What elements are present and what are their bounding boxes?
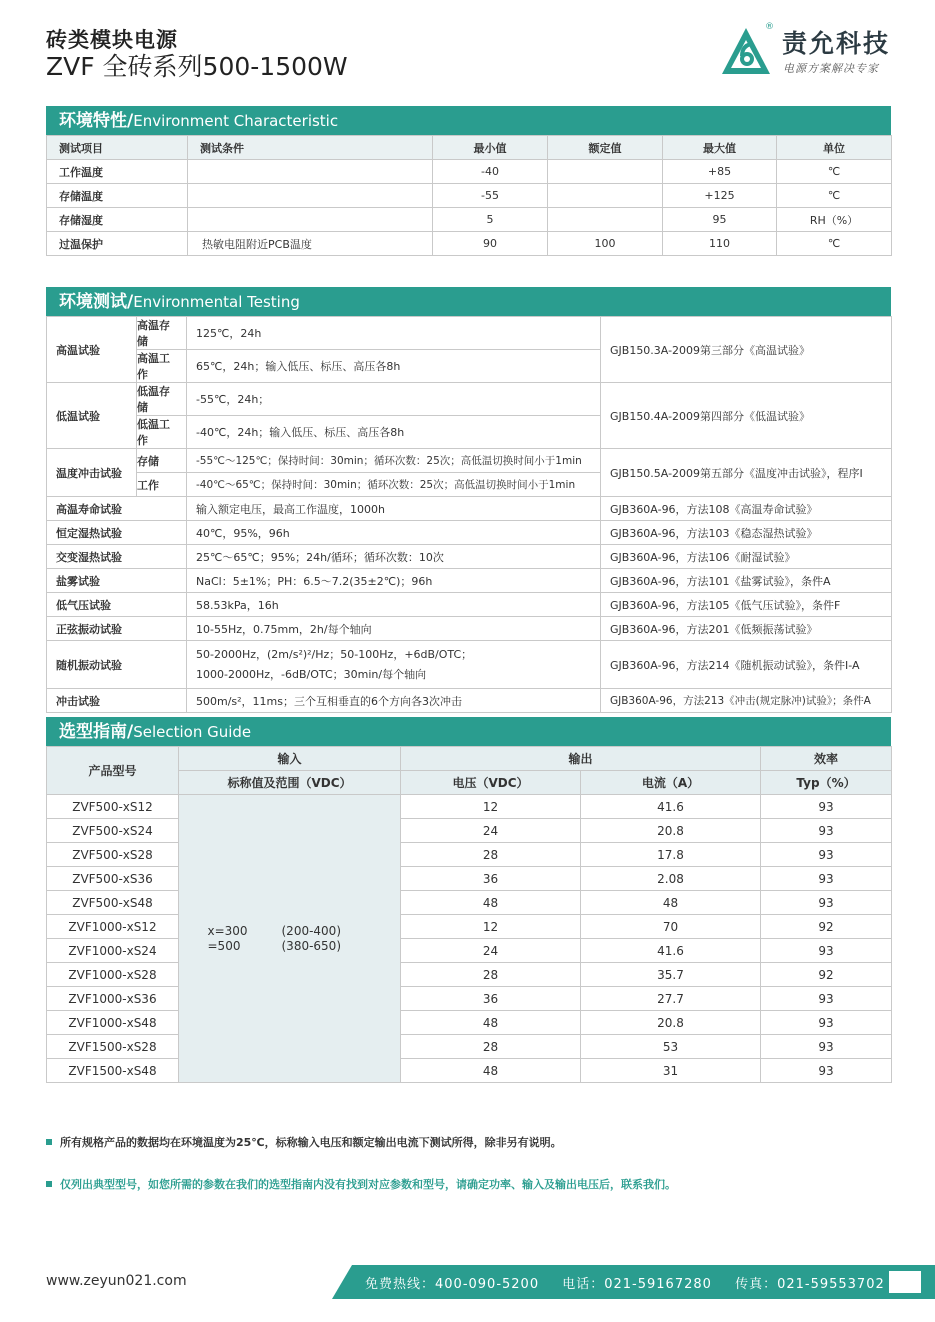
note-text: 仅列出典型型号，如您所需的参数在我们的选型指南内没有找到对应参数和型号，请确定功率、输入及输出电压后，联系我们。 <box>60 1178 676 1191</box>
current-cell: 41.6 <box>581 795 761 819</box>
selection-guide-table <box>46 746 892 1083</box>
test-standard: GJB360A-96，方法101《盐雾试验》，条件A <box>601 569 892 593</box>
table-cell: 90 <box>433 232 548 256</box>
section-title-zh: 环境特性/ <box>59 111 134 131</box>
model-cell: ZVF500-xS12 <box>47 795 179 819</box>
test-standard: GJB360A-96，方法103《稳态湿热试验》 <box>601 521 892 545</box>
efficiency-cell: 93 <box>761 1059 892 1083</box>
col-header: 最大值 <box>663 136 777 160</box>
table-row <box>47 1035 892 1059</box>
test-condition <box>187 641 601 689</box>
current-cell: 35.7 <box>581 963 761 987</box>
col-header-input: 输入 <box>179 747 401 771</box>
test-condition: 25℃～65℃；95%；24h/循环；循环次数：10次 <box>187 545 601 569</box>
test-sub-label: 低温存储 <box>137 383 187 416</box>
test-condition: 40℃，95%，96h <box>187 521 601 545</box>
voltage-cell: 12 <box>401 795 581 819</box>
note-test-conditions <box>46 1134 562 1150</box>
table-row <box>47 569 892 593</box>
table-row <box>47 208 892 232</box>
model-cell: ZVF500-xS28 <box>47 843 179 867</box>
test-condition-line: 1000-2000Hz，-6dB/OTC；30min/每个轴向 <box>196 667 427 681</box>
table-cell: -40 <box>433 160 548 184</box>
table-row <box>47 545 892 569</box>
test-condition: -55℃，24h； <box>187 383 601 416</box>
section-env-header <box>46 106 891 135</box>
test-label: 冲击试验 <box>47 689 187 713</box>
current-cell: 48 <box>581 891 761 915</box>
table-row <box>47 497 892 521</box>
col-header-output: 输出 <box>401 747 761 771</box>
model-cell: ZVF1500-xS48 <box>47 1059 179 1083</box>
bullet-square-icon <box>46 1181 52 1187</box>
voltage-cell: 48 <box>401 1059 581 1083</box>
test-standard: GJB360A-96，方法105《低气压试验》，条件F <box>601 593 892 617</box>
table-cell: 110 <box>663 232 777 256</box>
test-standard: GJB150.3A-2009第三部分《高温试验》 <box>601 317 892 383</box>
section-title-en: Environmental Testing <box>133 293 300 311</box>
test-group-label: 温度冲击试验 <box>47 449 137 497</box>
brand-name: 责允科技 <box>782 29 891 58</box>
efficiency-cell: 92 <box>761 963 892 987</box>
table-row <box>47 963 892 987</box>
table-row <box>47 617 892 641</box>
efficiency-cell: 93 <box>761 891 892 915</box>
table-row <box>47 449 892 473</box>
section-title-zh: 环境测试/ <box>59 292 134 312</box>
section-sel-header <box>46 717 891 746</box>
voltage-cell: 28 <box>401 1035 581 1059</box>
model-cell: ZVF1000-xS36 <box>47 987 179 1011</box>
table-cell: 热敏电阻附近PCB温度 <box>188 232 433 256</box>
table-header-row <box>47 136 892 160</box>
test-standard: GJB360A-96，方法106《耐湿试验》 <box>601 545 892 569</box>
test-condition: 58.53kPa，16h <box>187 593 601 617</box>
voltage-cell: 48 <box>401 1011 581 1035</box>
current-cell: 53 <box>581 1035 761 1059</box>
model-cell: ZVF1000-xS28 <box>47 963 179 987</box>
section-test-header <box>46 287 891 316</box>
test-group-label: 高温试验 <box>47 317 137 383</box>
table-row <box>47 915 892 939</box>
table-row <box>47 939 892 963</box>
table-cell: ℃ <box>777 232 892 256</box>
col-header: 测试条件 <box>188 136 433 160</box>
table-cell <box>188 208 433 232</box>
table-row <box>47 987 892 1011</box>
table-cell <box>188 160 433 184</box>
test-condition: 65℃，24h；输入低压、标压、高压各8h <box>187 350 601 383</box>
test-sub-label: 存储 <box>137 449 187 473</box>
table-cell: +85 <box>663 160 777 184</box>
table-cell <box>188 184 433 208</box>
col-header-current: 电流（A） <box>581 771 761 795</box>
efficiency-cell: 93 <box>761 1035 892 1059</box>
table-cell: 工作温度 <box>47 160 188 184</box>
test-label: 恒定湿热试验 <box>47 521 187 545</box>
note-contact <box>46 1176 676 1192</box>
efficiency-cell: 93 <box>761 795 892 819</box>
voltage-cell: 12 <box>401 915 581 939</box>
table-row <box>47 867 892 891</box>
col-header-model: 产品型号 <box>47 747 179 795</box>
page-title: 砖类模块电源 <box>46 28 178 52</box>
model-cell: ZVF1000-xS48 <box>47 1011 179 1035</box>
table-cell: 100 <box>548 232 663 256</box>
current-cell: 31 <box>581 1059 761 1083</box>
model-cell: ZVF1000-xS12 <box>47 915 179 939</box>
test-label: 随机振动试验 <box>47 641 187 689</box>
table-row <box>47 317 892 350</box>
test-condition: 10-55Hz，0.75mm，2h/每个轴向 <box>187 617 601 641</box>
test-label: 高温寿命试验 <box>47 497 187 521</box>
input-range: (380-650) <box>281 938 342 953</box>
table-row <box>47 795 892 819</box>
efficiency-cell: 93 <box>761 987 892 1011</box>
voltage-cell: 36 <box>401 867 581 891</box>
section-title-en: Environment Characteristic <box>133 112 339 130</box>
table-cell: 5 <box>433 208 548 232</box>
test-label: 正弦振动试验 <box>47 617 187 641</box>
voltage-cell: 28 <box>401 843 581 867</box>
table-cell: ℃ <box>777 184 892 208</box>
col-header-typ: Typ（%） <box>761 771 892 795</box>
test-standard: GJB360A-96，方法214《随机振动试验》，条件I-A <box>601 641 892 689</box>
table-row <box>47 521 892 545</box>
test-standard: GJB150.4A-2009第四部分《低温试验》 <box>601 383 892 449</box>
test-condition: -55℃～125℃；保持时间：30min；循环次数：25次；高低温切换时间小于1min <box>187 449 601 473</box>
table-cell <box>548 208 663 232</box>
voltage-cell: 28 <box>401 963 581 987</box>
env-testing-table <box>46 316 892 713</box>
test-standard: GJB360A-96，方法201《低频振荡试验》 <box>601 617 892 641</box>
logo-mark-icon <box>720 26 772 76</box>
col-header: 单位 <box>777 136 892 160</box>
page-subtitle: ZVF 全砖系列500-1500W <box>46 52 348 81</box>
col-header: 额定值 <box>548 136 663 160</box>
col-header: 测试项目 <box>47 136 188 160</box>
test-label: 低气压试验 <box>47 593 187 617</box>
table-cell: RH（%） <box>777 208 892 232</box>
table-row <box>47 641 892 689</box>
brand-logo <box>720 22 895 78</box>
env-characteristic-table <box>46 135 892 256</box>
efficiency-cell: 92 <box>761 915 892 939</box>
table-cell: +125 <box>663 184 777 208</box>
table-cell: -55 <box>433 184 548 208</box>
section-title-en: Selection Guide <box>133 723 252 741</box>
test-condition: 输入额定电压，最高工作温度，1000h <box>187 497 601 521</box>
table-row <box>47 160 892 184</box>
test-standard: GJB360A-96，方法108《高温寿命试验》 <box>601 497 892 521</box>
hotline: 免费热线：400-090-5200 <box>365 1277 540 1292</box>
efficiency-cell: 93 <box>761 843 892 867</box>
current-cell: 70 <box>581 915 761 939</box>
table-row <box>47 819 892 843</box>
test-standard: GJB150.5A-2009第五部分《温度冲击试验》，程序Ⅰ <box>601 449 892 497</box>
table-row <box>47 232 892 256</box>
efficiency-cell: 93 <box>761 819 892 843</box>
model-cell: ZVF500-xS24 <box>47 819 179 843</box>
input-nominal: =500 <box>207 938 241 953</box>
col-header-input-range: 标称值及范围（VDC） <box>179 771 401 795</box>
current-cell: 20.8 <box>581 819 761 843</box>
table-cell: 95 <box>663 208 777 232</box>
efficiency-cell: 93 <box>761 939 892 963</box>
table-row <box>47 593 892 617</box>
input-range-cell <box>179 795 401 1083</box>
table-row <box>47 891 892 915</box>
table-row <box>47 184 892 208</box>
table-cell <box>548 184 663 208</box>
table-cell <box>548 160 663 184</box>
model-cell: ZVF1500-xS28 <box>47 1035 179 1059</box>
current-cell: 41.6 <box>581 939 761 963</box>
current-cell: 20.8 <box>581 1011 761 1035</box>
table-row <box>47 1011 892 1035</box>
page-number-box <box>889 1271 921 1293</box>
current-cell: 2.08 <box>581 867 761 891</box>
note-text: 所有规格产品的数据均在环境温度为25℃，标称输入电压和额定输出电流下测试所得，除非另有说明。 <box>60 1136 562 1149</box>
table-row <box>47 1059 892 1083</box>
website-link[interactable]: www.zeyun021.com <box>46 1273 187 1289</box>
bullet-square-icon <box>46 1139 52 1145</box>
voltage-cell: 24 <box>401 819 581 843</box>
col-header-efficiency: 效率 <box>761 747 892 771</box>
table-header-row <box>47 747 892 771</box>
voltage-cell: 24 <box>401 939 581 963</box>
test-group-label: 低温试验 <box>47 383 137 449</box>
phone: 电话：021-59167280 <box>562 1277 712 1292</box>
table-row <box>47 689 892 713</box>
model-cell: ZVF500-xS36 <box>47 867 179 891</box>
brand-slogan: 电源方案解决专家 <box>783 62 879 75</box>
efficiency-cell: 93 <box>761 1011 892 1035</box>
input-range: (200-400) <box>281 923 342 938</box>
model-cell: ZVF1000-xS24 <box>47 939 179 963</box>
table-cell: ℃ <box>777 160 892 184</box>
registered-mark: ® <box>765 22 774 32</box>
test-condition: 500m/s²，11ms；三个互相垂直的6个方向各3次冲击 <box>187 689 601 713</box>
model-cell: ZVF500-xS48 <box>47 891 179 915</box>
table-row <box>47 843 892 867</box>
section-title-zh: 选型指南/ <box>59 722 134 742</box>
test-condition-line: 50-2000Hz，(2m/s²)²/Hz；50-100Hz，+6dB/OTC； <box>196 647 473 661</box>
test-condition: 125℃，24h <box>187 317 601 350</box>
footer-contact-text <box>365 1273 903 1292</box>
table-cell: 存储湿度 <box>47 208 188 232</box>
test-label: 交变湿热试验 <box>47 545 187 569</box>
col-header-voltage: 电压（VDC） <box>401 771 581 795</box>
table-cell: 存储温度 <box>47 184 188 208</box>
input-nominal: x=300 <box>207 923 248 938</box>
table-row <box>47 383 892 416</box>
test-label: 盐雾试验 <box>47 569 187 593</box>
test-sub-label: 工作 <box>137 473 187 497</box>
voltage-cell: 36 <box>401 987 581 1011</box>
fax: 传真：021-59553702 <box>735 1277 885 1292</box>
table-cell: 过温保护 <box>47 232 188 256</box>
test-condition: -40℃～65℃；保持时间：30min；循环次数：25次；高低温切换时间小于1min <box>187 473 601 497</box>
efficiency-cell: 93 <box>761 867 892 891</box>
current-cell: 27.7 <box>581 987 761 1011</box>
test-condition: NaCl：5±1%；PH：6.5～7.2(35±2℃)；96h <box>187 569 601 593</box>
col-header: 最小值 <box>433 136 548 160</box>
current-cell: 17.8 <box>581 843 761 867</box>
test-sub-label: 低温工作 <box>137 416 187 449</box>
test-sub-label: 高温存储 <box>137 317 187 350</box>
voltage-cell: 48 <box>401 891 581 915</box>
test-condition: -40℃，24h；输入低压、标压、高压各8h <box>187 416 601 449</box>
test-standard: GJB360A-96，方法213《冲击(规定脉冲)试验》；条件A <box>601 689 892 713</box>
test-sub-label: 高温工作 <box>137 350 187 383</box>
